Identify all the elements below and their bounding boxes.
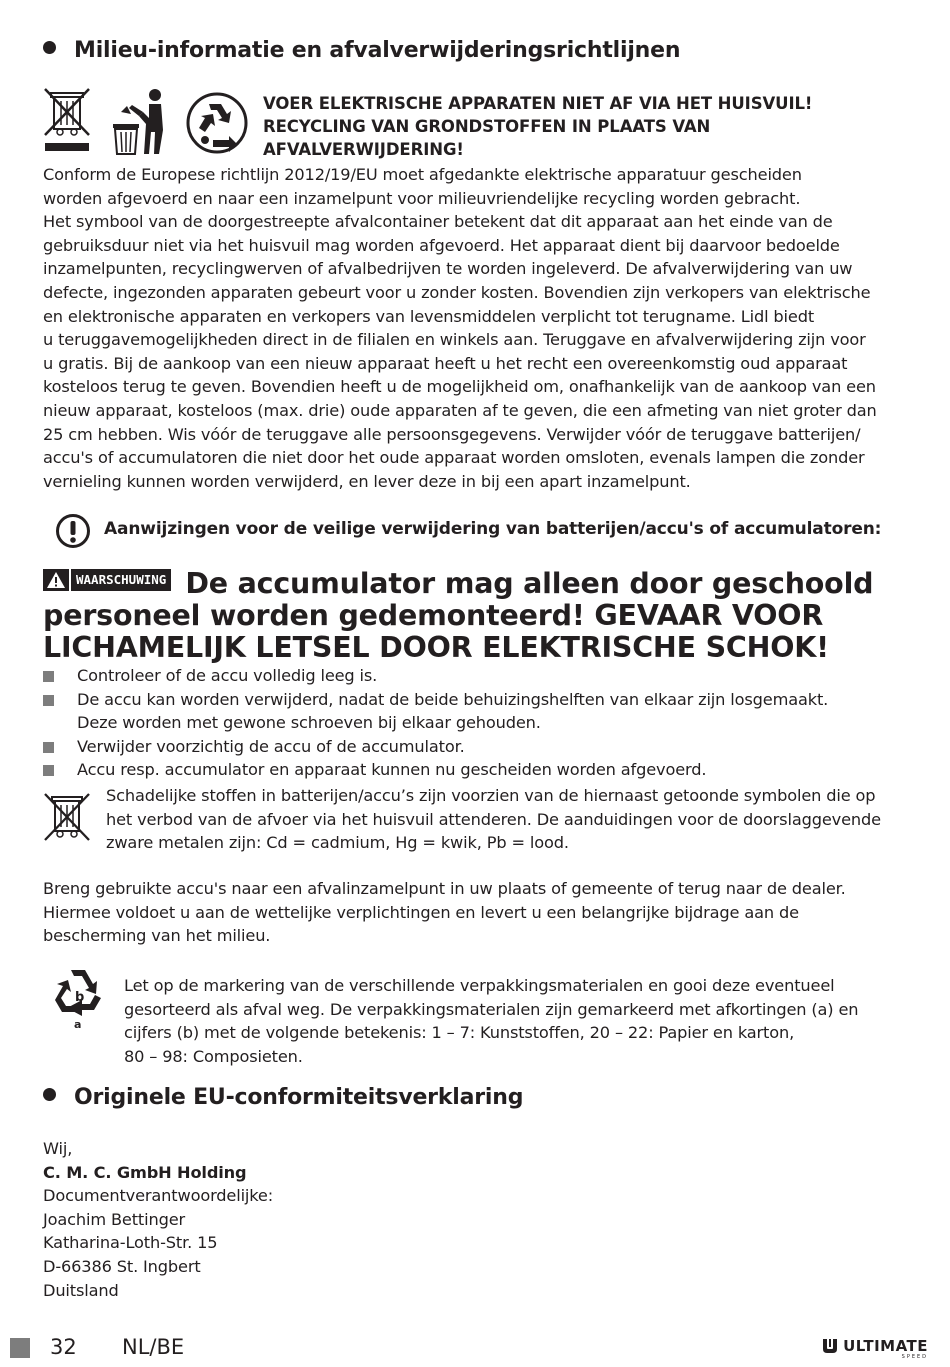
paragraph-line: gesorteerd als afval weg. De verpakkingsmaterialen zijn gemarkeerd met afkortingen (a) en bbox=[124, 999, 859, 1019]
paragraph-line: 80 – 98: Composieten. bbox=[124, 1046, 303, 1066]
paragraph-line: inzamelpunten, recyclingwerven of afvalbedrijven te worden ingeleverd. De afvalverwijdering van uw bbox=[43, 259, 853, 279]
harmful-substances-text bbox=[106, 784, 926, 855]
square-bullet bbox=[43, 695, 54, 706]
brand-name: ULTIMATE bbox=[843, 1336, 928, 1355]
paragraph-line: kosteloos terug te geven. Bovendien heeft u de mogelijkheid om, onafhankelijk van de aankoop van een bbox=[43, 377, 876, 397]
paragraph-line: bescherming van het milieu. bbox=[43, 926, 271, 946]
company-name: C. M. C. GmbH Holding bbox=[43, 1162, 247, 1182]
brand-logo bbox=[821, 1336, 928, 1360]
paragraph-line: accu's of accumulatoren die niet door het oude apparaat worden omsloten, evenals lampen die zonder bbox=[43, 448, 865, 468]
square-bullet bbox=[43, 742, 54, 753]
paragraph-line: defecte, ingezonden apparaten gebeurt voor u zonder kosten. Bovendien zijn verkopers van elektrische bbox=[43, 282, 871, 302]
warning-triangle-icon bbox=[43, 569, 69, 591]
warning-title-line: De accumulator mag alleen door geschoold bbox=[185, 567, 874, 600]
square-bullet bbox=[43, 765, 54, 776]
crossed-bin-icon bbox=[43, 792, 93, 848]
square-bullet bbox=[43, 671, 54, 682]
address-line: D-66386 St. Ingbert bbox=[43, 1256, 201, 1276]
warning-title-line: personeel worden gedemonteerd! GEVAAR VOOR bbox=[43, 599, 824, 632]
bullet-dot bbox=[43, 41, 56, 54]
paragraph-line: en elektronische apparaten en verkopers van levensmiddelen verplicht tot terugname. Lidl biedt bbox=[43, 306, 815, 326]
section-heading-text: Originele EU-conformiteitsverklaring bbox=[74, 1085, 524, 1110]
return-batteries-text bbox=[43, 877, 923, 948]
paragraph-line: Conform de Europese richtlijn 2012/19/EU moet afgedankte elektrische apparatuur gescheiden bbox=[43, 165, 802, 184]
packaging-code-b: b bbox=[75, 990, 85, 1005]
notice-line: RECYCLING VAN GRONDSTOFFEN IN PLAATS VAN bbox=[263, 117, 711, 136]
paragraph-line: het verbod van de afvoer via het huisvuil attenderen. De aanduidingen voor de doorslaggevende bbox=[106, 809, 881, 829]
brand-mark-icon bbox=[821, 1337, 839, 1355]
brand-subtitle: SPEED bbox=[901, 1354, 928, 1360]
paragraph-line: vernieling kunnen worden verwijderd, en lever deze in bij een apart inzamelpunt. bbox=[43, 471, 691, 491]
weee-paragraph bbox=[43, 163, 923, 493]
paragraph-line: Het symbool van de doorgestreepte afvalcontainer betekent dat dit apparaat aan het einde van de bbox=[43, 212, 833, 232]
packaging-text bbox=[124, 974, 924, 1068]
language-code: NL/BE bbox=[122, 1335, 185, 1359]
notice-line: AFVALVERWIJDERING! bbox=[263, 140, 464, 159]
page-number: 32 bbox=[50, 1335, 77, 1359]
battery-notice-heading: Aanwijzingen voor de veilige verwijdering van batterijen/accu's of accumulatoren: bbox=[104, 519, 882, 539]
footer-square-marker bbox=[10, 1338, 30, 1358]
list-item: Verwijder voorzichtig de accu of de accumulator. bbox=[43, 735, 923, 759]
paragraph-line: worden afgevoerd en naar een inzamelpunt voor milieuvriendelijke recycling worden gebracht. bbox=[43, 188, 801, 208]
weee-notice bbox=[263, 92, 903, 161]
paragraph-line: Let op de markering van de verschillende verpakkingsmaterialen en gooi deze eventueel bbox=[124, 976, 835, 995]
list-item: Controleer of de accu volledig leeg is. bbox=[43, 664, 923, 688]
paragraph-line: gebruiksduur niet via het huisvuil mag worden afgevoerd. Het apparaat dient bij daarvoor bedoelde bbox=[43, 235, 840, 255]
list-item-continuation: Deze worden met gewone schroeven bij elkaar gehouden. bbox=[77, 713, 541, 733]
crossed-bin-icon bbox=[43, 87, 93, 159]
paragraph-line: Breng gebruikte accu's naar een afvalinzamelpunt in uw plaats of gemeente of terug naar de dealer. bbox=[43, 879, 846, 898]
address-line: Wij, bbox=[43, 1139, 73, 1158]
address-line: Katharina-Loth-Str. 15 bbox=[43, 1233, 218, 1253]
address-line: Documentverantwoordelijke: bbox=[43, 1186, 274, 1206]
list-item: Accu resp. accumulator en apparaat kunnen nu gescheiden worden afgevoerd. bbox=[43, 758, 923, 782]
packaging-recycle-icon bbox=[49, 964, 107, 1038]
section-heading-conformity bbox=[43, 1085, 523, 1110]
paragraph-line: 25 cm hebben. Wis vóór de teruggave alle persoonsgegevens. Verwijder vóór de teruggave batterijen/ bbox=[43, 424, 861, 444]
warning-badge bbox=[43, 569, 171, 591]
paragraph-line: Hiermee voldoet u aan de wettelijke verplichtingen en levert u een belangrijke bijdrage aan de bbox=[43, 902, 799, 922]
section-heading-environment bbox=[43, 38, 680, 63]
recycling-circle-icon bbox=[183, 92, 251, 158]
address-line: Joachim Bettinger bbox=[43, 1209, 186, 1229]
page-footer bbox=[10, 1335, 940, 1367]
packaging-code-a: a bbox=[74, 1018, 82, 1031]
paragraph-line: u teruggavemogelijkheden direct in de filialen en winkels aan. Teruggave en afvalverwijdering zijn voor bbox=[43, 330, 866, 350]
warning-title bbox=[43, 568, 923, 664]
person-bin-recycle-icon bbox=[109, 86, 173, 160]
list-item: De accu kan worden verwijderd, nadat de beide behuizingshelften van elkaar zijn losgemaakt. bbox=[43, 688, 923, 712]
warning-title-line: LICHAMELIJK LETSEL DOOR ELEKTRISCHE SCHOK! bbox=[43, 631, 829, 664]
paragraph-line: u gratis. Bij de aankoop van een nieuw apparaat heeft u het recht een overeenkomstig oud apparaat bbox=[43, 353, 848, 373]
paragraph-line: zware metalen zijn: Cd = cadmium, Hg = kwik, Pb = lood. bbox=[106, 833, 569, 853]
notice-line: VOER ELEKTRISCHE APPARATEN NIET AF VIA HET HUISVUIL! bbox=[263, 94, 813, 113]
address-line: Duitsland bbox=[43, 1280, 119, 1300]
warning-label: WAARSCHUWING bbox=[71, 569, 171, 591]
paragraph-line: Schadelijke stoffen in batterijen/accu’s zijn voorzien van de hiernaast getoonde symbolen die op bbox=[106, 786, 876, 805]
manufacturer-address bbox=[43, 1137, 543, 1302]
bullet-dot bbox=[43, 1088, 56, 1101]
paragraph-line: nieuw apparaat, kosteloos (max. drie) oude apparaten af te geven, die een afmeting van niet groter dan bbox=[43, 400, 877, 420]
paragraph-line: cijfers (b) met de volgende betekenis: 1 – 7: Kunststoffen, 20 – 22: Papier en karton, bbox=[124, 1023, 795, 1043]
disassembly-steps bbox=[43, 664, 923, 782]
exclamation-circle-icon bbox=[55, 513, 91, 553]
section-heading-text: Milieu-informatie en afvalverwijderingsrichtlijnen bbox=[74, 38, 681, 63]
